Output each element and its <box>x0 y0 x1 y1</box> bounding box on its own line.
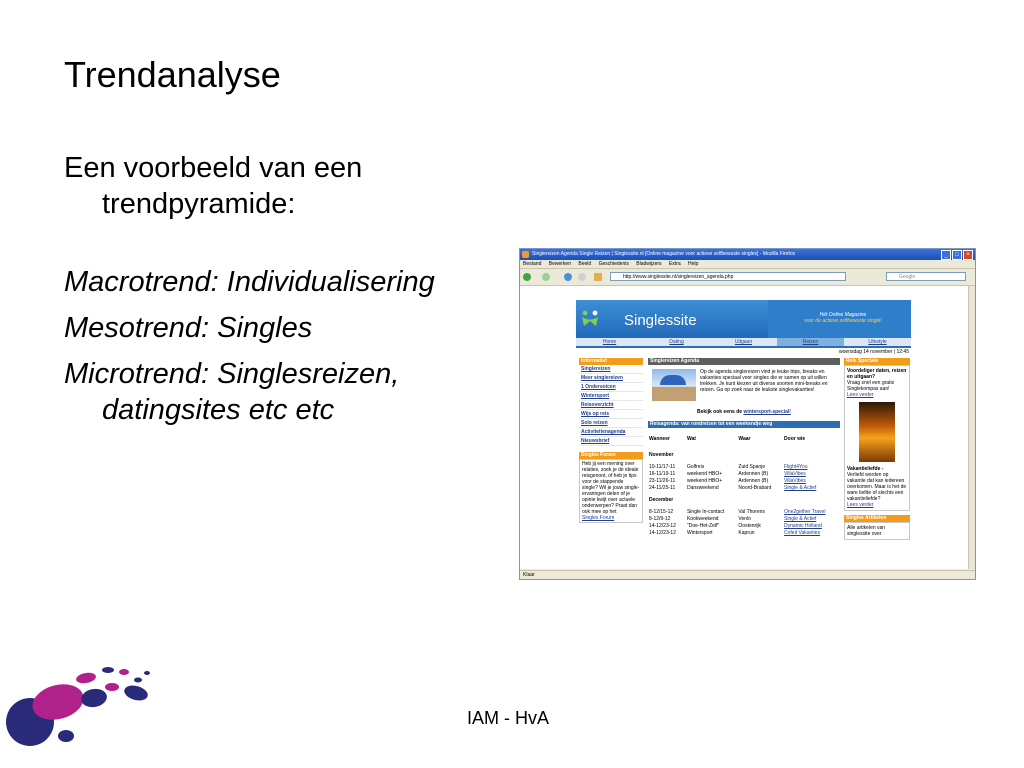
forum-header: Singles Forum <box>579 452 643 459</box>
stop-icon[interactable] <box>578 273 586 281</box>
forum-box <box>579 459 643 523</box>
firefox-icon <box>522 251 529 258</box>
table-row: 10-11/17-11 Golfreis Zuid Spanje Flight4You <box>649 464 808 470</box>
agenda-text: Op de agenda singlereizen vind je leuke trips, breaks en vakanties speciaal voor singles die er samen op uit willen trekken. Je kunt kiezen uit diverse soorten mini-breaks en reizen. Ga op zoek naar de leukste singlevakanties! <box>700 369 828 393</box>
table-row: 8-12/9-12 Kookweekend Venlo Single & Actief <box>649 516 817 522</box>
month-november: November <box>649 452 674 458</box>
bullet-mesotrend: Mesotrend: Singles <box>64 312 313 344</box>
table-row: 24-11/25-11 Dansweekend Noord-Brabant Single & Actief <box>649 485 817 491</box>
col-waar: Waar <box>738 436 751 442</box>
left-menu <box>579 365 643 446</box>
vertical-scrollbar[interactable] <box>968 286 975 569</box>
logo-dot <box>102 667 114 673</box>
speciale-title: Voordeliger daten, reizen en uitgaan? <box>847 368 907 380</box>
vakantieliefde-text: Verliefd worden op vakantie dat kan iedereen overkomen. Maar is het de ware liefde of slechts een vakantieliefde? <box>847 472 907 502</box>
site-banner <box>576 300 911 338</box>
forum-text: Heb jij een mening over relaties, zoek je de ideale reisgenoot, of heb je tips voor de stappende single? Wil je jouw single-ervaringen delen of je opinie kwijt over actuele onderwerpen? Praat dan ook mee op het <box>582 461 640 515</box>
agenda-cta-text: Bekijk ook eens de <box>697 409 743 415</box>
menu-bar <box>520 260 975 269</box>
nav-home[interactable]: Home <box>602 339 617 345</box>
search-input[interactable]: Google <box>886 272 966 281</box>
artikelen-header: Singles Artikelen <box>844 515 910 522</box>
nav-reizen[interactable]: Reizen <box>777 338 844 346</box>
maximize-icon[interactable]: □ <box>952 250 962 260</box>
tagline-line-1: Hét Online Magazine <box>819 312 867 318</box>
speciale-text: Vraag snel een gratis Singlekompas aan! <box>847 380 895 392</box>
address-bar[interactable]: http://www.singlessite.nl/singlereizen_agenda.php <box>610 272 846 281</box>
reload-icon[interactable] <box>564 273 572 281</box>
menu-item-bestand[interactable]: Bestand <box>523 261 542 267</box>
site-tagline <box>783 312 903 324</box>
menu-item-bewerken[interactable]: Bewerken <box>548 261 571 267</box>
artikelen-text: Alle artikelen van singlessite over <box>844 522 910 540</box>
left-column <box>579 358 643 523</box>
forward-icon[interactable] <box>542 273 550 281</box>
logo-dot <box>144 671 150 675</box>
logo-dot <box>119 669 129 675</box>
logo-dot <box>105 683 119 691</box>
singlessite-logo-icon <box>580 308 600 328</box>
navigation-toolbar <box>520 269 975 286</box>
logo-dot <box>134 678 142 683</box>
nav-dating[interactable]: Dating <box>669 339 684 345</box>
bullet-macrotrend: Macrotrend: Individualisering <box>64 266 435 298</box>
minimize-icon[interactable]: _ <box>941 250 951 260</box>
browser-window <box>519 248 976 580</box>
singlessite-page <box>576 300 911 537</box>
footer-text: IAM - HvA <box>467 708 550 728</box>
nav-uitgaan[interactable]: Uitgaan <box>734 339 753 345</box>
col-door-wie: Door wie <box>784 436 806 442</box>
table-row: 8-12/15-12 Single In-contact Val Thorens One2gether Travel <box>649 509 826 515</box>
menu-item-help[interactable]: Help <box>688 261 699 267</box>
menu-item-extra[interactable]: Extra <box>668 261 681 267</box>
page-viewport <box>520 286 969 569</box>
bullet-intro: Een voorbeeld van een trendpyramide: <box>64 152 363 220</box>
agenda-table <box>648 434 840 537</box>
bullet-list <box>64 150 484 438</box>
speciale-box <box>844 365 910 511</box>
home-icon[interactable] <box>594 273 602 281</box>
close-icon[interactable]: × <box>963 250 973 260</box>
month-december: December <box>649 497 674 503</box>
nav-lifestyle[interactable]: Lifestyle <box>868 339 887 345</box>
site-brand-name[interactable]: Singlessite <box>624 312 697 329</box>
menu-item-bladwijzers[interactable]: Bladwijzers <box>636 261 662 267</box>
logo-dot <box>75 671 96 684</box>
left-menu-item[interactable]: Nieuwsbrief <box>579 437 643 446</box>
wintersport-link[interactable]: wintersport-special! <box>743 409 791 415</box>
window-title: Singlereizen Agenda Single Reizen | Singlessite.nl [Online magazine voor actieve zelfbewuste singles] - Mozilla Firefox <box>532 251 796 257</box>
beach-photo <box>652 369 696 401</box>
right-column <box>844 358 910 540</box>
table-row: 23-11/26-11 weekend HBO+ Ardennen (B) VillaVibes <box>649 478 806 484</box>
left-menu-item[interactable]: Wijs op reis <box>579 410 643 419</box>
bullet-microtrend: Microtrend: Singlesreizen, datingsites etc etc <box>64 358 400 426</box>
reisagenda-header: Reisagenda: van rondreizen tot een weekendje weg <box>648 421 840 428</box>
left-menu-item[interactable]: Singlereizen <box>579 365 643 374</box>
informatief-header: Informatief <box>579 358 643 365</box>
col-wat: Wat <box>686 436 696 442</box>
umbrella-icon <box>660 375 686 385</box>
table-row: 14-12/23-12 Wintersport Kaprun Cofeit Vakanties <box>649 530 821 536</box>
status-bar: Klaar <box>520 570 975 579</box>
col-wanneer: Wanneer <box>649 436 670 442</box>
left-menu-item[interactable]: Solo reizen <box>579 419 643 428</box>
date-display: woensdag 14 november | 12:45 <box>839 349 909 355</box>
logo-dot <box>58 730 74 742</box>
left-menu-item[interactable]: Activiteitenagenda <box>579 428 643 437</box>
agenda-header: Singlereizen Agenda <box>648 358 840 365</box>
vakantieliefde-link[interactable]: Lees verder <box>847 502 874 508</box>
window-titlebar <box>520 249 975 260</box>
slide-title: Trendanalyse <box>64 54 281 95</box>
iam-logo <box>0 660 170 768</box>
menu-item-geschiedenis[interactable]: Geschiedenis <box>598 261 629 267</box>
table-row: 14-12/23-12 "Doe-Het-Zelf" Oostenrijk Dynamic Holland <box>649 523 822 529</box>
reis-speciale-header: Reis Speciale <box>844 358 910 365</box>
agenda-intro <box>648 365 840 413</box>
forum-link[interactable]: Singles Forum <box>582 515 615 521</box>
table-row: 16-11/19-11 weekend HBO+ Ardennen (B) VillaVibes <box>649 471 806 477</box>
menu-item-beeld[interactable]: Beeld <box>578 261 592 267</box>
logo-dot <box>123 683 150 703</box>
left-menu-item[interactable]: Meer singlereizen <box>579 374 643 383</box>
left-menu-item[interactable]: 1 Ondersoicen <box>579 383 643 392</box>
back-icon[interactable] <box>523 273 531 281</box>
sunset-photo <box>859 402 895 462</box>
table-header-row <box>648 434 840 447</box>
tagline-line-2: voor de actieve zelfbewuste single! <box>804 318 882 324</box>
left-menu-item[interactable]: Reisoverzicht <box>579 401 643 410</box>
logo-dot <box>80 687 109 709</box>
left-menu-item[interactable]: Wintersport <box>579 392 643 401</box>
vakantieliefde-title: Vakantieliefde - <box>847 466 884 472</box>
site-nav <box>576 338 911 348</box>
speciale-link[interactable]: Lees verder <box>847 392 874 398</box>
center-column <box>648 358 840 537</box>
